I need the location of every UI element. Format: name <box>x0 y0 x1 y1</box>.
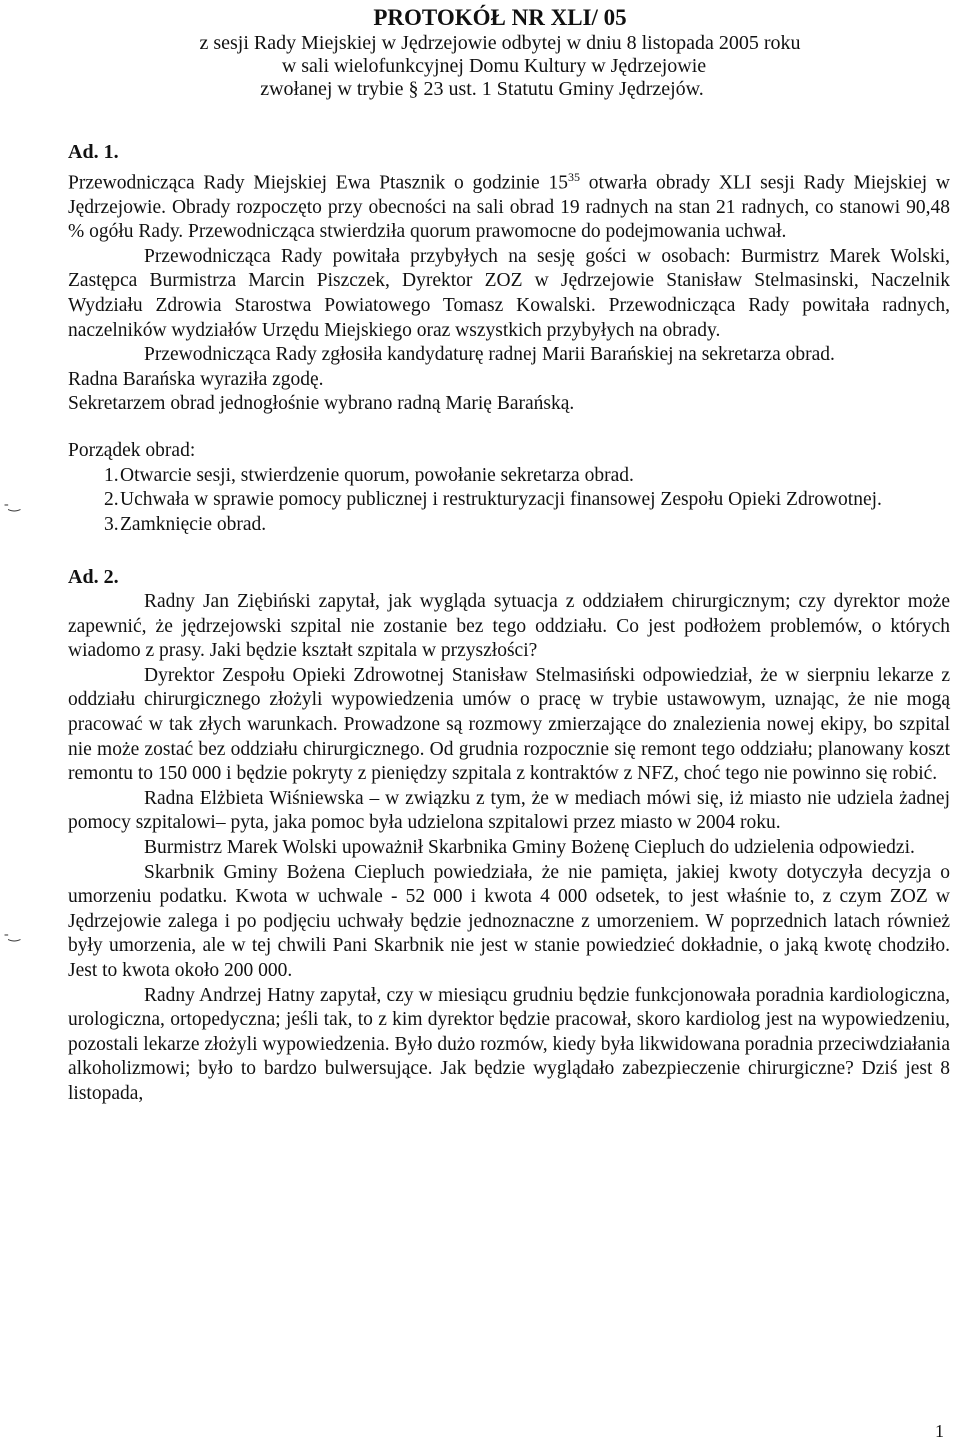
agenda-item <box>68 513 950 538</box>
opening-text-end: otwarła obrady XLI sesji Rady Miejskiej w Jędrzejowie. Obrady rozpoczęto przy obecności na sali obrad 19 radnych na stan 21 radnych, co stanowi 90,48 % ogółu Rady. Przewodnicząca stwierdziła quorum prawomocne do podejmowania uchwał. <box>68 172 950 243</box>
paragraph-ad2: Burmistrz Marek Wolski upoważnił Skarbnika Gminy Bożenę Ciepluch do udzielenia odpowiedzi. <box>144 836 915 858</box>
protocol-title: PROTOKÓŁ NR XLI/ 05 <box>373 5 627 30</box>
section-heading-ad1: Ad. 1. <box>68 141 119 163</box>
agenda-list <box>68 464 950 538</box>
paragraph-greetings: Przewodnicząca Rady powitała przybyłych na sesję gości w osobach: Burmistrz Marek Wolski, Zastępca Burmistrza Marcin Piszczek, Dyrektor ZOZ w Jędrzejowie Stanisław Stelmasinski, Naczelnik Wydziału Zdrowia Starostwa Powiatowego Tomasz Kowalski. Przewodnicząca Rady powitała radnych, naczelników wydziałów Urzędu Miejskiego oraz wszystkich przybyłych na obrady. <box>68 245 950 341</box>
agenda-item <box>68 488 950 513</box>
paragraph-ad2: Radna Elżbieta Wiśniewska – w związku z tym, że w mediach mówi się, iż miasto nie udziela żadnej pomocy szpitalowi– pyta, jaka pomoc była udzielona szpitalowi przez miasto w 2004 roku. <box>68 787 950 834</box>
header-line-1: z sesji Rady Miejskiej w Jędrzejowie odbytej w dniu 8 listopada 2005 roku <box>199 32 801 54</box>
paragraph-consent: Radna Barańska wyraziła zgodę. <box>68 368 324 390</box>
agenda-item-number: 2. <box>104 489 119 511</box>
agenda-label: Porządek obrad: <box>68 440 196 462</box>
agenda-item <box>68 464 950 489</box>
agenda-item-text: Uchwała w sprawie pomocy publicznej i restrukturyzacji finansowej Zespołu Opieki Zdrowotnej. <box>120 489 882 511</box>
paragraph-opening <box>68 165 950 245</box>
opening-time-minutes: 35 <box>567 169 580 184</box>
paragraph-ad2: Radny Andrzej Hatny zapytał, czy w miesiącu grudniu będzie funkcjonowała poradnia kardiologiczna, urologiczna, ortopedyczna; jeśli tak, to z kim dyrektor będzie pracował, skoro kardiolog jest na wypowiedzeniu, pozostali lekarze złożyli wypowiedzenia. Było dużo rozmów, kiedy była likwidowana poradnia przeciwdziałania alkoholizmowi; było to bardzo bulwersujące. Jak będzie wyglądało zabezpieczenie chirurgiczne? Dziś jest 8 listopada, <box>68 984 950 1104</box>
agenda-item-text: Zamknięcie obrad. <box>120 513 267 535</box>
paragraph-secretary-elected: Sekretarzem obrad jednogłośnie wybrano radną Marię Barańską. <box>68 393 575 415</box>
opening-text-start: Przewodnicząca Rady Miejskiej Ewa Ptasznik o godzinie 15 <box>68 172 568 194</box>
agenda-item-number: 1. <box>104 464 119 486</box>
margin-dash-mark: -‿ <box>4 497 20 512</box>
margin-dash-mark: -‿ <box>4 927 20 942</box>
agenda-item-text: Otwarcie sesji, stwierdzenie quorum, powołanie sekretarza obrad. <box>120 464 634 486</box>
header-line-2: w sali wielofunkcyjnej Domu Kultury w Jędrzejowie <box>281 55 707 77</box>
paragraph-ad2: Dyrektor Zespołu Opieki Zdrowotnej Stanisław Stelmasiński odpowiedział, że w sierpniu lekarze z oddziału chirurgicznego złożyli wypowiedzenia umów o pracę w trybie ustawowym, uznając, że nie mogą pracować w tak złych warunkach. Prowadzone są rozmowy zmierzające do znalezienia nowej ekipy, bo szpital nie może zostać bez oddziału chirurgicznego. Od grudnia rozpocznie się remont tego oddziału; planowany koszt remontu to 150 000 i będzie pokryty z pieniędzy szpitala z kontraktów z NFZ, choć tego nie powinno się robić. <box>68 664 950 785</box>
paragraph-ad2: Radny Jan Ziębiński zapytał, jak wygląda sytuacja z oddziałem chirurgicznym; czy dyrektor może zapewnić, że jędrzejowski szpital nie zostanie bez tego oddziału. Co jest podłożem problemów, o których wiadomo z prasy. Jaki będzie kształt szpitala w przyszłości? <box>68 591 950 662</box>
paragraph-candidate: Przewodnicząca Rady zgłosiła kandydaturę radnej Marii Barańskiej na sekretarza obrad. <box>144 344 835 366</box>
header-line-3: zwołanej w trybie § 23 ust. 1 Statutu Gminy Jędrzejów. <box>260 78 704 100</box>
page-number: 1 <box>935 1421 944 1441</box>
section-heading-ad2: Ad. 2. <box>68 566 119 589</box>
agenda-item-number: 3. <box>104 513 119 535</box>
paragraph-ad2: Skarbnik Gminy Bożena Ciepluch powiedziała, że nie pamięta, jakiej kwoty dotyczyła decyzja o umorzeniu podatku. Kwota w uchwale - 52 000 i kwota 4 000 odsetek, to jest właśnie to, z czym ZOZ w Jędrzejowie zalega i po podjęciu uchwały będzie jednoznaczne z umorzeniem. W poprzednich latach również były umorzenia, ale w tej chwili Pani Skarbnik nie jest w stanie powiedzieć dokładnie, o jaką kwotę chodziło. Jest to kwota około 200 000. <box>68 861 950 981</box>
document-header <box>0 4 960 101</box>
section-ad1 <box>68 140 950 1106</box>
